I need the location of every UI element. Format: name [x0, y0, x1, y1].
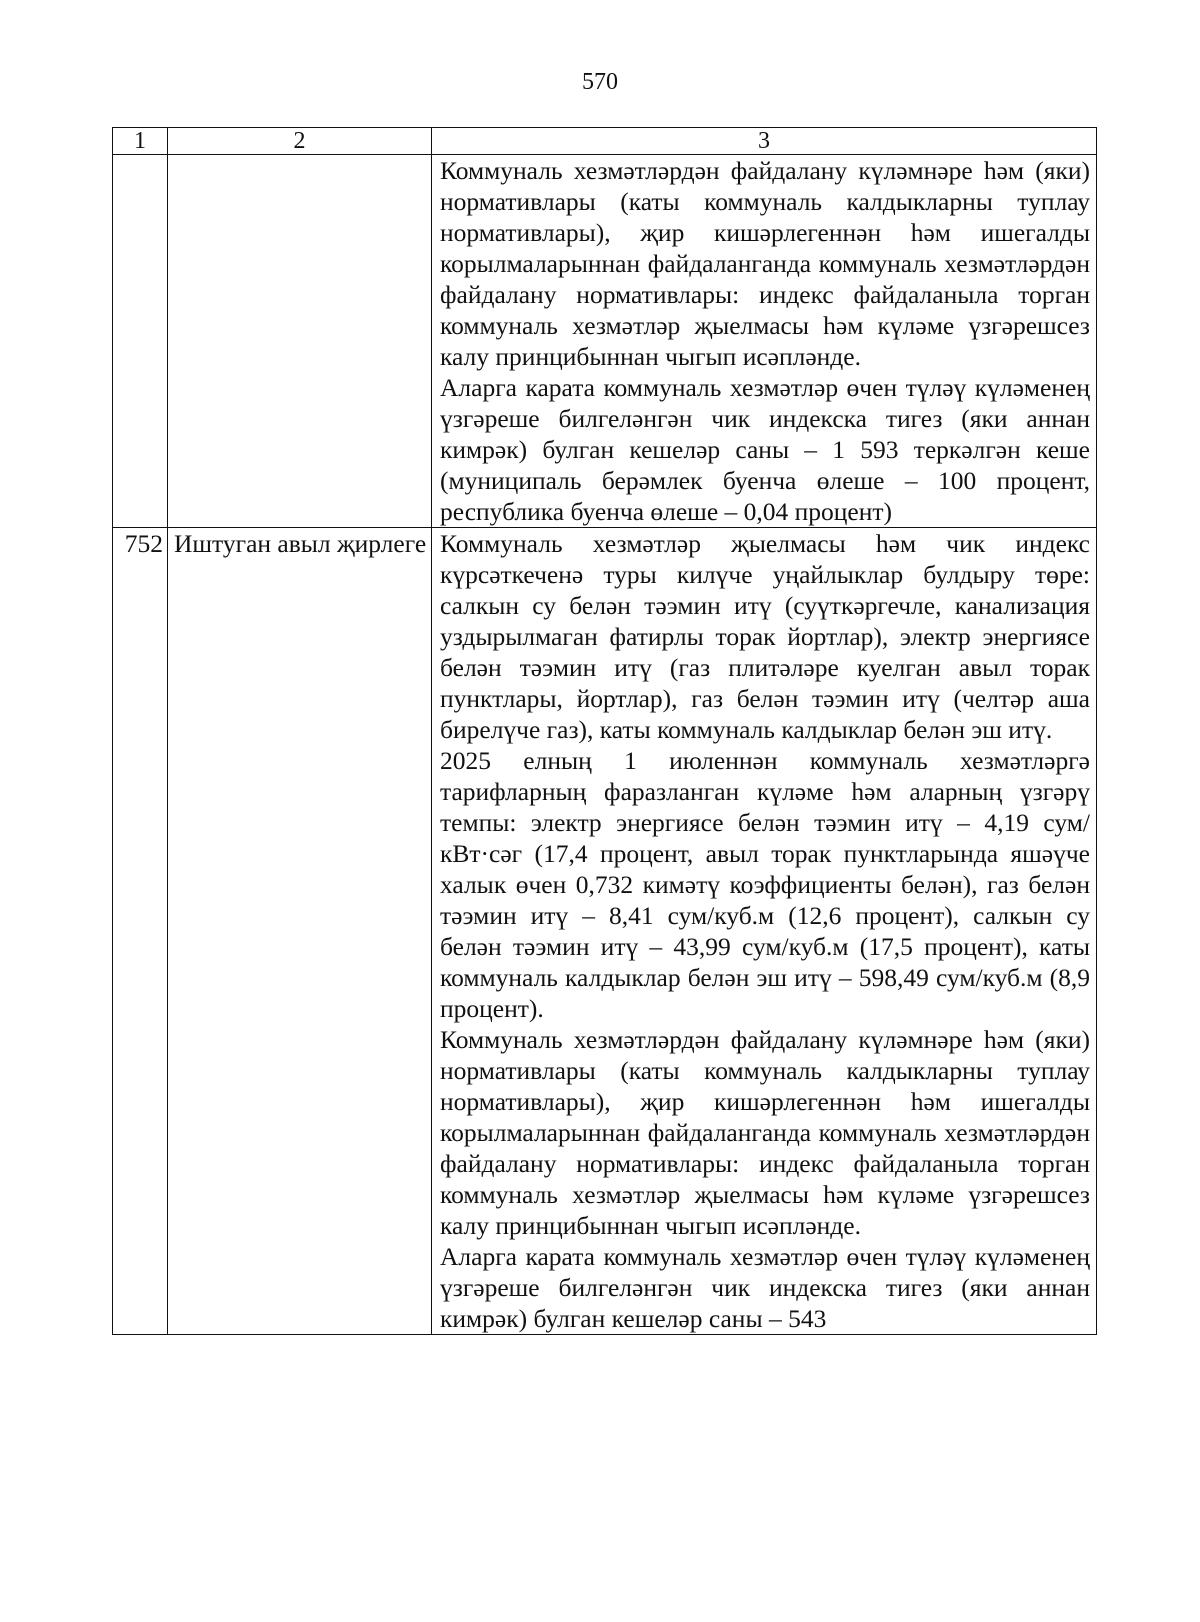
- table-row: [113, 155, 1097, 528]
- column-header-3: 3: [432, 128, 1097, 155]
- row-number-cell: 752: [113, 528, 168, 1335]
- column-header-1: 1: [113, 128, 168, 155]
- page-number: 570: [582, 69, 618, 95]
- paragraph: Коммуналь хезмәтләрдән файдалану күләмнәре һәм (яки) нормативлары (каты коммуналь калдыкларны туплау нормативлары), җир кишәрлегеннән һәм ишегалды корылмаларыннан файдаланганда коммуналь хезмәтләрдән файдалану нормативлары: индекс файдаланыла торган коммуналь хезмәтләр җыелмасы һәм күләме үзгәрешсез калу принцибыннан чыгып исәпләнде.: [440, 156, 1090, 371]
- paragraph: Коммуналь хезмәтләр җыелмасы һәм чик индекс күрсәткеченә туры килүче уңайлыклар булдыру төре: салкын су белән тәэмин итү (суүткәргечле, канализация уздырылмаган фатирлы торак йортлар), электр энергиясе белән тәэмин итү (газ плитәләре куелган авыл торак пунктлары, йортлар), газ белән тәэмин итү (челтәр аша бирелүче газ), каты коммуналь калдыклар белән эш итү.: [440, 529, 1090, 744]
- row-number-cell: [113, 155, 168, 528]
- description-cell: [432, 155, 1097, 528]
- paragraph: Аларга карата коммуналь хезмәтләр өчен түләү күләменең үзгәреше билгеләнгән чик индекска тигез (яки аннан кимрәк) булган кешеләр саны – 543: [440, 1242, 1090, 1333]
- settlement-name-cell: Иштуган авыл җирлеге: [168, 528, 432, 1335]
- table-row: [113, 528, 1097, 1335]
- table-header-row: [113, 128, 1097, 155]
- paragraph: Коммуналь хезмәтләрдән файдалану күләмнәре һәм (яки) нормативлары (каты коммуналь калдыкларны туплау нормативлары), җир кишәрлегеннән һәм ишегалды корылмаларыннан файдаланганда коммуналь хезмәтләрдән файдалану нормативлары: индекс файдаланыла торган коммуналь хезмәтләр җыелмасы һәм күләме үзгәрешсез калу принцибыннан чыгып исәпләнде.: [440, 1025, 1090, 1240]
- column-header-2: 2: [168, 128, 432, 155]
- settlement-name-cell: [168, 155, 432, 528]
- document-table: [112, 127, 1097, 1335]
- paragraph: 2025 елның 1 июленнән коммуналь хезмәтләргә тарифларның фаразланган күләме һәм аларның үзгәрү темпы: электр энергиясе белән тәэмин итү – 4,19 сум/кВт·сәг (17,4 процент, авыл торак пунктларында яшәүче халык өчен 0,732 кимәтү коэффициенты белән), газ белән тәэмин итү – 8,41 сум/куб.м (12,6 процент), салкын су белән тәэмин итү – 43,99 сум/куб.м (17,5 процент), каты коммуналь калдыклар белән эш итү – 598,49 сум/куб.м (8,9 процент).: [440, 746, 1090, 1023]
- description-cell: [432, 528, 1097, 1335]
- paragraph: Аларга карата коммуналь хезмәтләр өчен түләү күләменең үзгәреше билгеләнгән чик индекска тигез (яки аннан кимрәк) булган кешеләр саны – 1 593 теркәлгән кеше (муниципаль берәмлек буенча өлеше – 100 процент, республика буенча өлеше – 0,04 процент): [440, 373, 1090, 526]
